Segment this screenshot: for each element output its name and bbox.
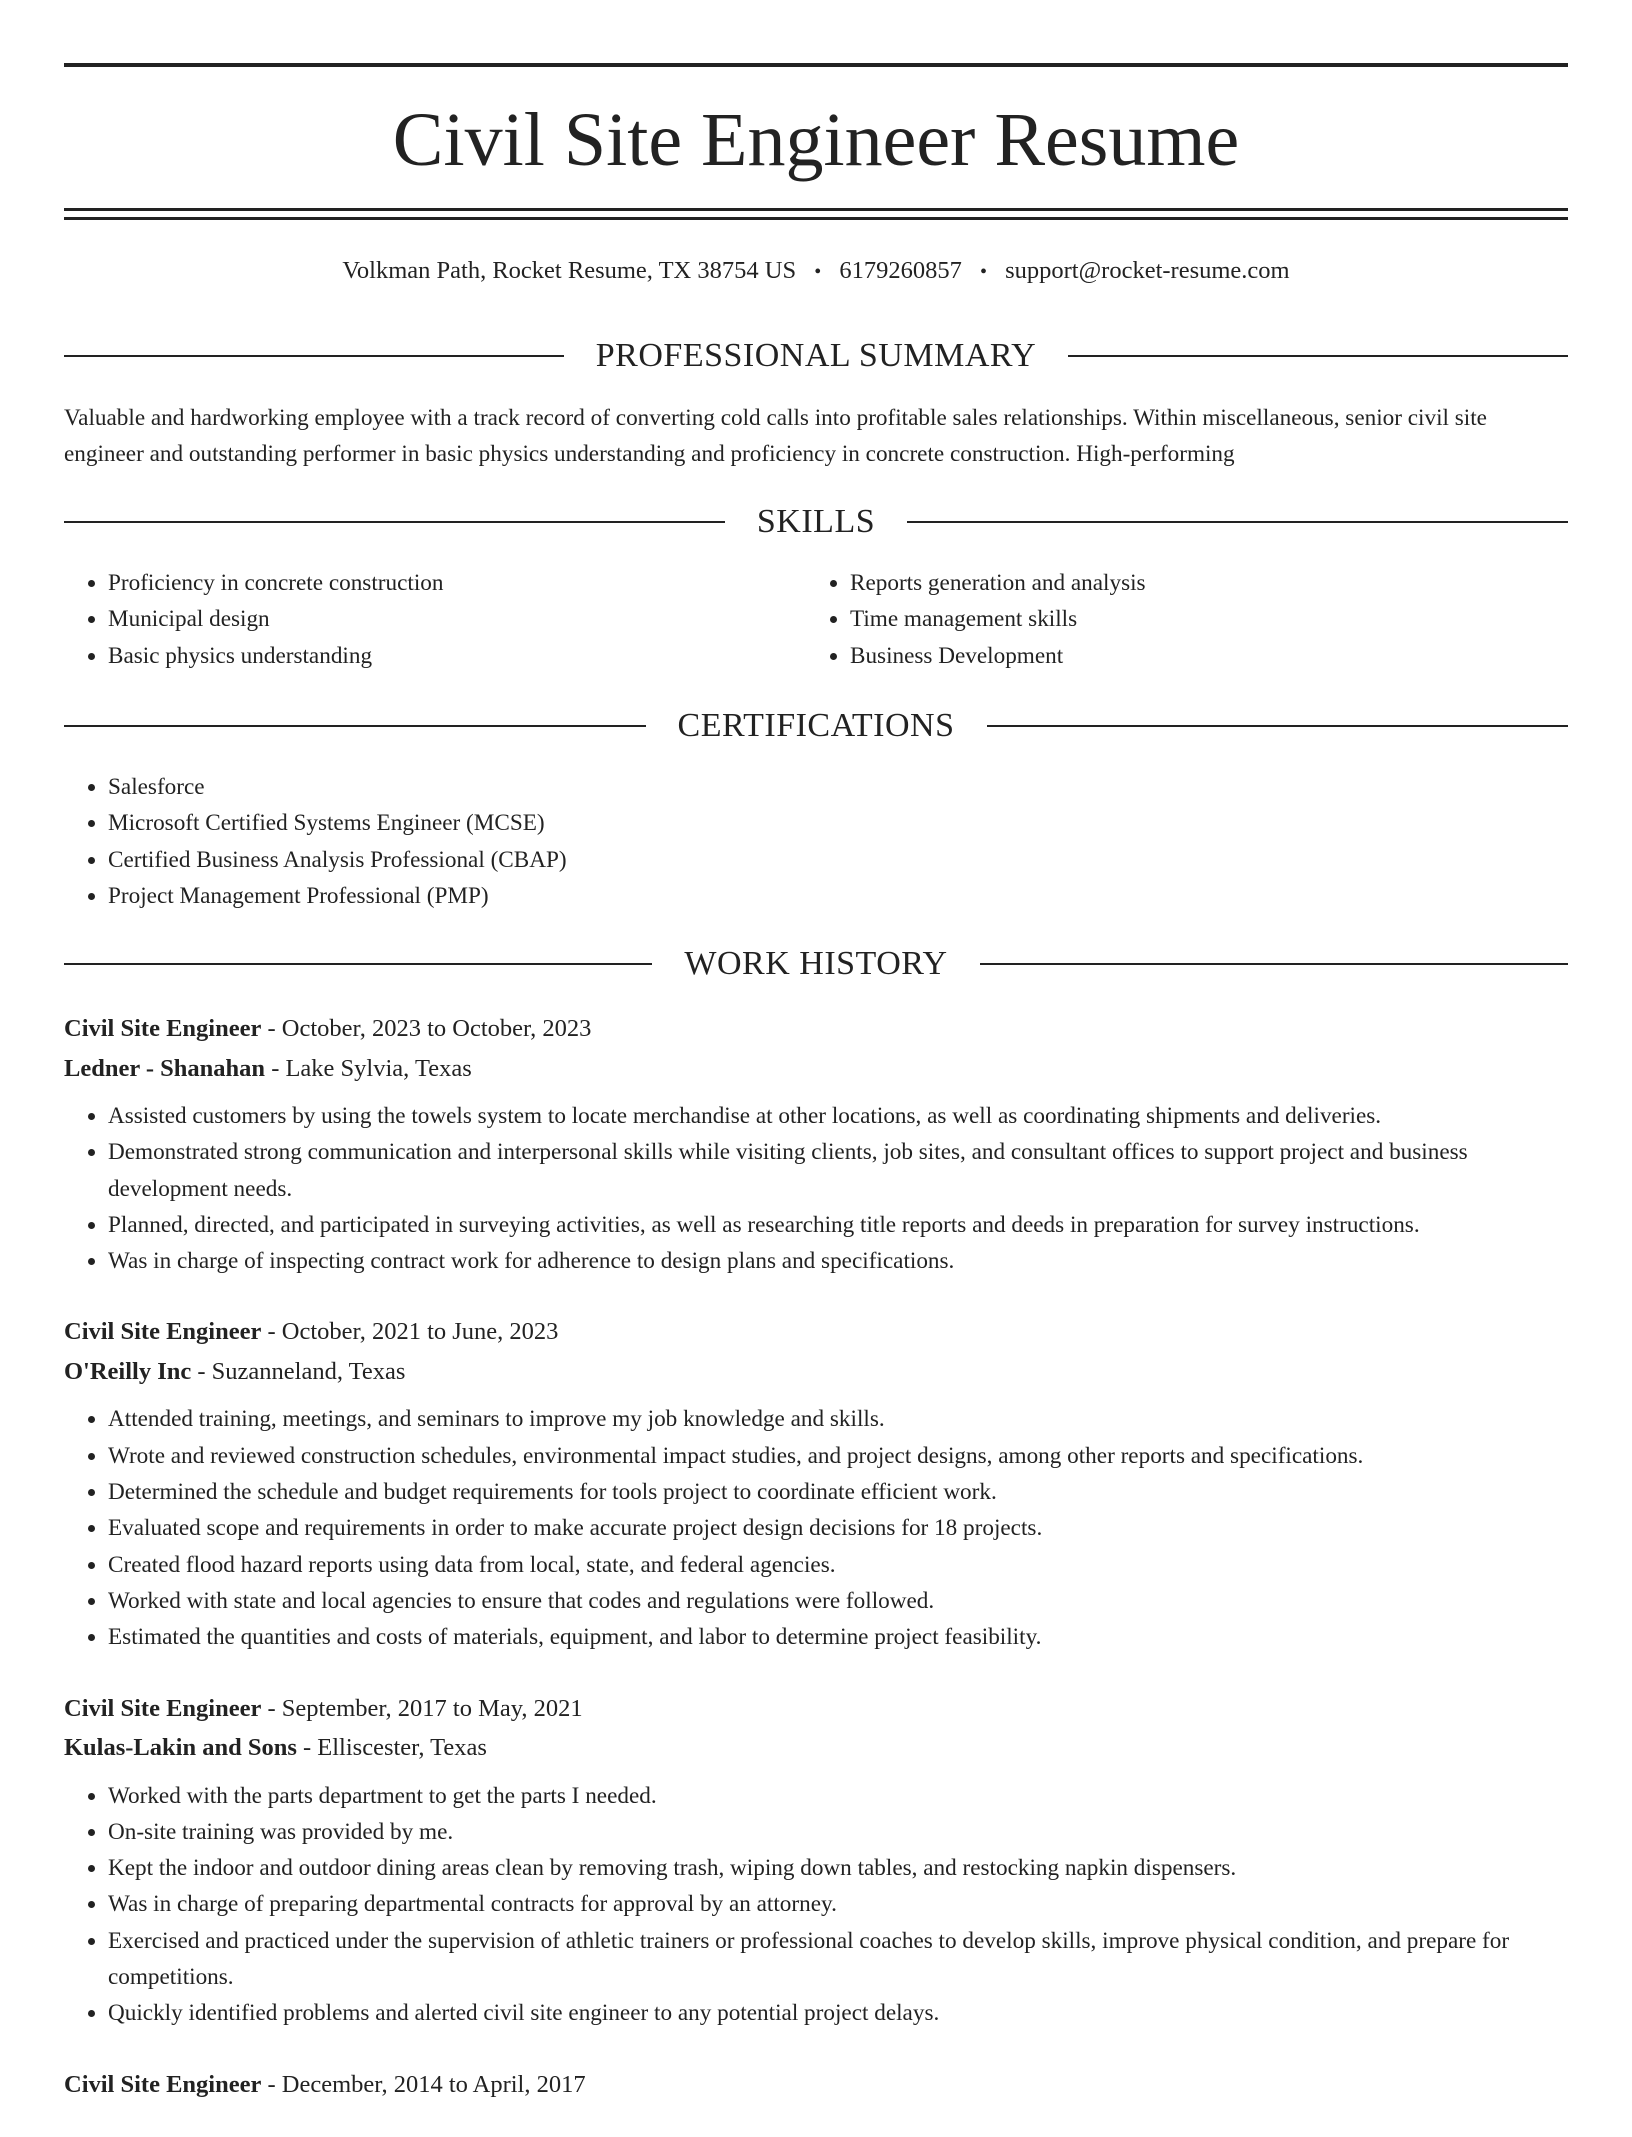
- certifications-list: [64, 769, 1568, 914]
- job-bullet: • Kept the indoor and outdoor dining areas clean by removing trash, wiping down tables, and restocking napkin dispensers.: [108, 1850, 1568, 1886]
- job-entry: [64, 1009, 1568, 1279]
- job-bullet: • Planned, directed, and participated in surveying activities, as well as researching title reports and deeds in preparation for survey instructions.: [108, 1207, 1568, 1243]
- heading-rule-left: [64, 963, 652, 965]
- job-company: O'Reilly Inc: [64, 1357, 192, 1385]
- heading-rule-left: [64, 725, 646, 727]
- job-bullet: • Worked with state and local agencies to ensure that codes and regulations were followed.: [108, 1583, 1568, 1619]
- job-bullet: • Evaluated scope and requirements in order to make accurate project design decisions for 18 projects.: [108, 1510, 1568, 1546]
- contact-email: support@rocket-resume.com: [1005, 257, 1290, 284]
- skill-item: • Basic physics understanding: [108, 638, 806, 674]
- work-history-list: [64, 1009, 1568, 2137]
- resume-title: Civil Site Engineer Resume: [392, 98, 1240, 182]
- job-dates: - December, 2014 to April, 2017: [261, 2070, 586, 2098]
- heading-rule-right: [907, 521, 1568, 523]
- job-bullet: • Assisted customers by using the towels system to locate merchandise at other locations, as well as coordinating shipments and deliveries.: [108, 1098, 1568, 1134]
- job-company: Kulas-Lakin and Sons: [64, 1734, 297, 1762]
- work-history-heading-row: [64, 942, 1568, 986]
- job-bullet: • On-site training was provided by me.: [108, 1814, 1568, 1850]
- job-bullet: • Worked with the parts department to get the parts I needed.: [108, 1778, 1568, 1814]
- certification-item: • Certified Business Analysis Professional (CBAP): [108, 842, 1568, 878]
- job-entry: [64, 1689, 1568, 2032]
- job-title-line: [64, 2065, 1568, 2105]
- skills-column-right: [806, 565, 1548, 674]
- heading-rule-right: [1068, 355, 1568, 357]
- certification-item: • Project Management Professional (PMP): [108, 878, 1568, 914]
- job-title-line: [64, 1009, 1568, 1049]
- job-company-line: [64, 1352, 1568, 1392]
- job-title: Civil Site Engineer: [64, 1015, 262, 1042]
- summary-heading: PROFESSIONAL SUMMARY: [595, 337, 1037, 374]
- job-title-line: [64, 1689, 1568, 1729]
- job-bullets: [64, 1401, 1568, 1655]
- heading-rule-left: [64, 521, 725, 523]
- skills-column-left: [64, 565, 806, 674]
- skill-item: • Time management skills: [850, 601, 1548, 637]
- skills-heading-row: [64, 500, 1568, 544]
- job-dates: - September, 2017 to May, 2021: [261, 1694, 583, 1722]
- job-company: Ledner - Shanahan: [64, 1054, 266, 1082]
- work-history-heading: WORK HISTORY: [684, 945, 948, 982]
- job-title-line: [64, 1312, 1568, 1352]
- certifications-heading: CERTIFICATIONS: [677, 707, 955, 744]
- certifications-heading-row: [64, 704, 1568, 748]
- contact-separator: •: [979, 261, 987, 283]
- summary-text: Valuable and hardworking employee with a track record of converting cold calls into profitable sales relationships. Within miscellaneous, senior civil site engineer and outstanding performer in basic physics understanding and proficiency in concrete construction. High-performing: [64, 405, 1487, 467]
- job-bullet: • Demonstrated strong communication and interpersonal skills while visiting clients, job sites, and consultant offices to support project and business development needs.: [108, 1134, 1568, 1207]
- job-bullet: • Created flood hazard reports using data from local, state, and federal agencies.: [108, 1547, 1568, 1583]
- job-dates: - October, 2023 to October, 2023: [261, 1015, 592, 1042]
- job-title: Civil Site Engineer: [64, 1318, 262, 1346]
- job-bullet: • Was in charge of preparing departmental contracts for approval by an attorney.: [108, 1886, 1568, 1922]
- heading-rule-right: [987, 725, 1569, 727]
- skill-item: • Proficiency in concrete construction: [108, 565, 806, 601]
- heading-rule-left: [64, 355, 564, 357]
- title-double-rule: [64, 208, 1568, 220]
- skills-list: [64, 565, 1568, 674]
- job-company-line: [64, 1049, 1568, 1089]
- job-dates: - October, 2021 to June, 2023: [261, 1318, 559, 1346]
- job-bullet: • Determined the schedule and budget requirements for tools project to coordinate efficient work.: [108, 1474, 1568, 1510]
- job-location: - Elliscester, Texas: [296, 1734, 487, 1762]
- contact-address: Volkman Path, Rocket Resume, TX 38754 US: [342, 257, 797, 284]
- contact-line: [64, 254, 1568, 289]
- contact-phone: 6179260857: [839, 257, 962, 284]
- job-bullets: [64, 1778, 1568, 2032]
- job-bullets: [64, 1098, 1568, 1279]
- job-company-line: [64, 1728, 1568, 1768]
- skill-item: • Business Development: [850, 638, 1548, 674]
- top-rule: [64, 63, 1568, 67]
- certification-item: • Microsoft Certified Systems Engineer (MCSE): [108, 805, 1568, 841]
- job-bullet: • Exercised and practiced under the supervision of athletic trainers or professional coaches to develop skills, improve physical condition, and prepare for competitions.: [108, 1923, 1568, 1996]
- contact-separator: •: [814, 261, 822, 283]
- job-bullet: • Quickly identified problems and alerted civil site engineer to any potential project delays.: [108, 1995, 1568, 2031]
- job-location: - Lake Sylvia, Texas: [265, 1054, 472, 1082]
- skill-item: • Municipal design: [108, 601, 806, 637]
- skills-heading: SKILLS: [756, 503, 876, 540]
- job-bullet: • Was in charge of inspecting contract work for adherence to design plans and specifications.: [108, 1243, 1568, 1279]
- certification-item: • Salesforce: [108, 769, 1568, 805]
- job-bullet: • Wrote and reviewed construction schedules, environmental impact studies, and project designs, among other reports and specifications.: [108, 1438, 1568, 1474]
- job-location: - Suzanneland, Texas: [191, 1357, 406, 1385]
- skill-item: • Reports generation and analysis: [850, 565, 1548, 601]
- summary-heading-row: [64, 334, 1568, 378]
- heading-rule-right: [980, 963, 1568, 965]
- job-bullet: • Estimated the quantities and costs of materials, equipment, and labor to determine project feasibility.: [108, 1619, 1568, 1655]
- job-bullet: • Attended training, meetings, and seminars to improve my job knowledge and skills.: [108, 1401, 1568, 1437]
- job-title: Civil Site Engineer: [64, 2070, 262, 2098]
- job-entry: [64, 2065, 1568, 2105]
- job-entry: [64, 1312, 1568, 1655]
- job-title: Civil Site Engineer: [64, 1694, 262, 1722]
